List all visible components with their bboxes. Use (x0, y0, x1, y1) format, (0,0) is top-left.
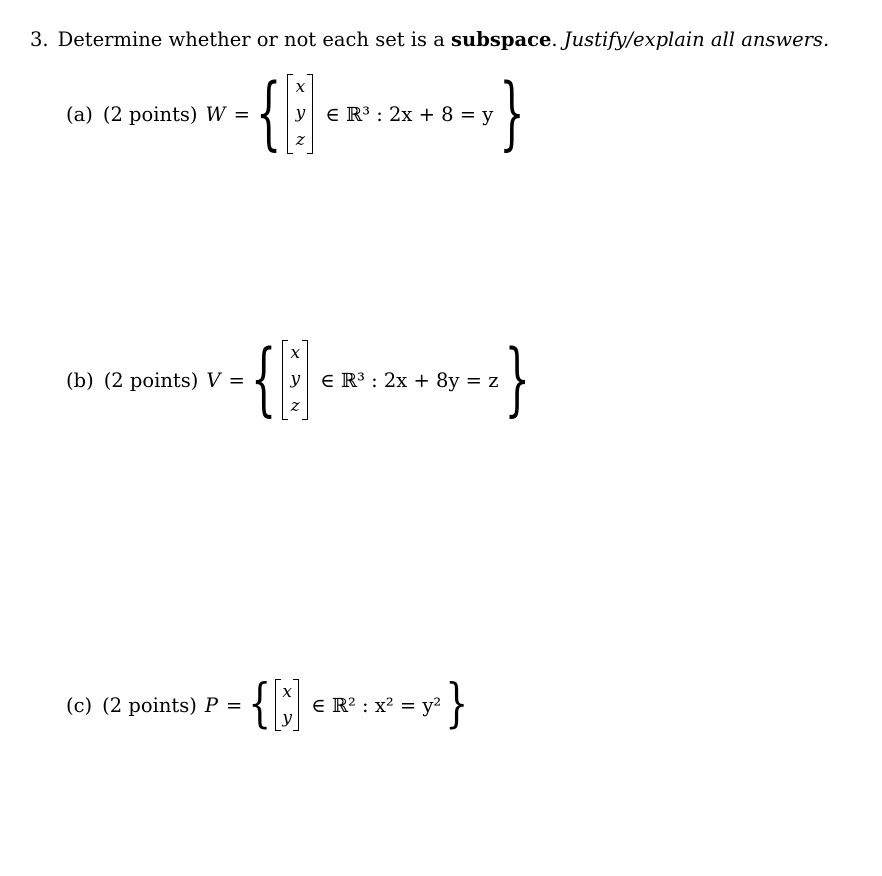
part-a-open-brace: { (255, 68, 282, 160)
part-b-close-brace: } (504, 334, 530, 426)
part-c-points: (2 points) (102, 693, 197, 717)
part-a (66, 68, 525, 160)
problem-statement (30, 28, 829, 51)
part-c (66, 674, 469, 734)
part-a-entry-z: z (295, 130, 305, 151)
part-c-open-brace: { (248, 674, 272, 734)
part-a-right-bracket (307, 74, 313, 154)
part-a-vector (287, 74, 313, 154)
part-b-right-bracket (302, 340, 308, 420)
problem-lead-text: Determine whether or not each set is a (57, 28, 445, 51)
part-c-equals: = (225, 693, 243, 717)
part-c-entry-x: x (282, 681, 292, 702)
part-a-close-brace: } (499, 68, 525, 160)
part-a-points: (2 points) (102, 102, 198, 126)
part-a-equals: = (233, 102, 250, 126)
part-c-right-bracket (293, 679, 299, 731)
part-b-entry-x: x (290, 342, 301, 363)
problem-instruction: Justify/explain all answers. (563, 28, 830, 51)
part-c-vector (275, 679, 299, 731)
part-b-set-name: V (206, 368, 221, 392)
part-a-set-name: W (205, 102, 226, 126)
part-b-left-bracket (282, 340, 288, 420)
part-a-label: (a) (66, 102, 93, 126)
part-b (66, 334, 530, 426)
part-c-condition: ∈ ℝ² : x² = y² (311, 693, 442, 717)
part-c-entry-y: y (282, 707, 292, 728)
part-b-condition: ∈ ℝ³ : 2x + 8y = z (320, 368, 499, 392)
part-b-equals: = (228, 368, 245, 392)
part-c-close-brace: } (445, 674, 469, 734)
part-c-left-bracket (275, 679, 281, 731)
problem-number: 3. (30, 28, 49, 51)
part-c-label: (c) (66, 693, 93, 717)
part-b-label: (b) (66, 368, 94, 392)
part-a-condition: ∈ ℝ³ : 2x + 8 = y (325, 102, 494, 126)
part-a-entry-y: y (295, 103, 306, 124)
part-b-entry-y: y (290, 369, 301, 390)
part-a-entry-x: x (295, 76, 306, 97)
part-b-open-brace: { (250, 334, 277, 426)
part-a-left-bracket (287, 74, 293, 154)
part-c-set-name: P (204, 693, 218, 717)
part-b-vector (282, 340, 308, 420)
part-b-points: (2 points) (103, 368, 199, 392)
part-b-entry-z: z (290, 396, 300, 417)
problem-period: . (551, 28, 558, 51)
problem-bold-word: subspace (451, 28, 552, 51)
